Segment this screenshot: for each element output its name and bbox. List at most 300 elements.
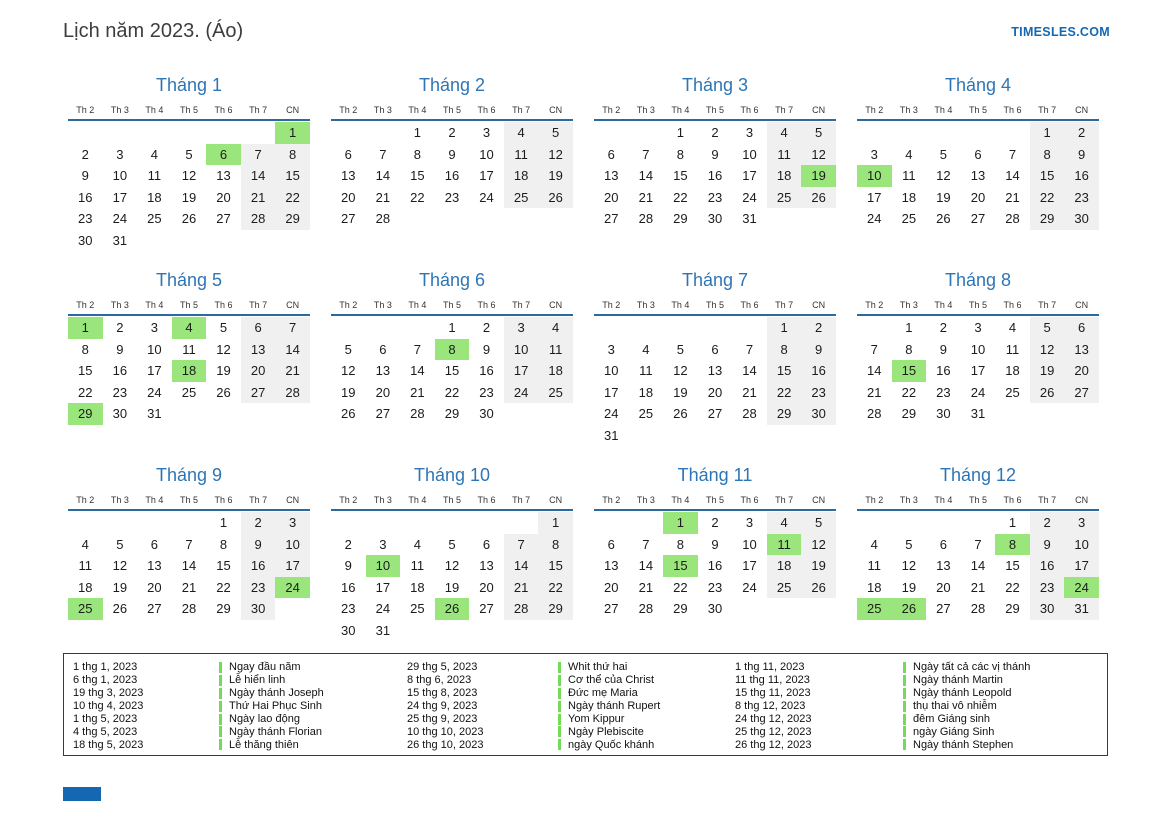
day-cell: 15 bbox=[767, 360, 802, 382]
day-cell: 31 bbox=[742, 211, 757, 227]
day-cell: 5 bbox=[905, 536, 913, 552]
day-cell: 19 bbox=[112, 579, 128, 595]
legend-date: 10 thg 4, 2023 bbox=[73, 700, 144, 713]
day-cell: 6 bbox=[607, 146, 615, 162]
legend-item bbox=[73, 738, 407, 751]
day-cell-empty bbox=[961, 122, 996, 144]
day-cell: 24 bbox=[742, 189, 757, 205]
legend-date: 15 thg 11, 2023 bbox=[735, 687, 811, 700]
weekday-label: Th 4 bbox=[934, 105, 953, 115]
day-cell: 13 bbox=[604, 558, 619, 574]
day-cell: 28 bbox=[410, 406, 425, 422]
day-cell: 28 bbox=[375, 211, 391, 227]
weekday-label: Th 7 bbox=[1038, 495, 1057, 505]
day-cell-empty bbox=[331, 122, 366, 144]
day-cell: 31 bbox=[970, 406, 986, 422]
day-cell: 18 bbox=[638, 384, 654, 400]
weekday-label: Th 6 bbox=[740, 300, 759, 310]
days-grid bbox=[594, 512, 836, 620]
day-cell: 8 bbox=[767, 339, 802, 361]
day-cell: 19 bbox=[444, 579, 460, 595]
day-cell-empty bbox=[206, 122, 241, 144]
legend-holiday-name: Ngày lao động bbox=[229, 713, 300, 725]
days-grid bbox=[68, 317, 310, 425]
day-cell: 18 bbox=[410, 579, 425, 595]
day-cell: 2 bbox=[448, 125, 456, 140]
month-1 bbox=[68, 75, 310, 270]
day-cell: 21 bbox=[742, 384, 757, 400]
day-cell: 22 bbox=[444, 384, 460, 400]
day-cell-empty bbox=[995, 122, 1030, 144]
day-cell-empty bbox=[68, 512, 103, 534]
legend-holiday-name: đêm Giáng sinh bbox=[913, 713, 991, 725]
month-12 bbox=[857, 465, 1099, 660]
day-cell: 21 bbox=[410, 384, 425, 400]
legend-holiday-name: Lễ hiển linh bbox=[229, 674, 286, 687]
day-cell: 21 bbox=[1005, 189, 1020, 205]
day-cell: 3 bbox=[607, 341, 615, 357]
day-cell: 18 bbox=[504, 165, 539, 187]
day-cell: 8 bbox=[676, 146, 685, 162]
day-cell-empty bbox=[172, 122, 207, 144]
weekday-label: Th 2 bbox=[602, 105, 621, 115]
weekday-label: Th 2 bbox=[865, 300, 884, 310]
legend-date: 24 thg 12, 2023 bbox=[735, 713, 812, 725]
weekday-label: CN bbox=[286, 495, 300, 505]
weekday-label: Th 6 bbox=[214, 495, 233, 505]
days-grid bbox=[68, 512, 310, 620]
day-cell: 11 bbox=[867, 558, 882, 574]
holiday-marker-bar bbox=[219, 726, 222, 737]
weekday-label: Th 3 bbox=[636, 495, 655, 505]
day-cell: 28 bbox=[638, 211, 654, 227]
days-grid bbox=[331, 317, 573, 425]
weekday-label: CN bbox=[812, 105, 826, 115]
day-cell: 5 bbox=[538, 122, 573, 144]
day-cell-empty bbox=[629, 122, 664, 144]
day-cell: 1 bbox=[1008, 515, 1017, 530]
day-cell: 21 bbox=[504, 577, 539, 599]
day-cell: 16 bbox=[444, 168, 460, 184]
day-cell-empty bbox=[331, 317, 366, 339]
day-cell: 12 bbox=[673, 363, 688, 379]
day-cell: 2 bbox=[711, 515, 719, 530]
day-cell-empty bbox=[366, 512, 401, 534]
day-cell: 7 bbox=[379, 146, 387, 162]
day-cell: 21 bbox=[638, 579, 654, 595]
day-cell: 29 bbox=[1005, 601, 1020, 617]
day-cell: 13 bbox=[147, 558, 162, 574]
day-cell: 24 bbox=[504, 382, 539, 404]
weekday-label: Th 4 bbox=[145, 105, 164, 115]
weekday-label: Th 5 bbox=[442, 105, 461, 115]
day-cell: 28 bbox=[275, 382, 310, 404]
weekday-label: Th 4 bbox=[408, 105, 427, 115]
day-cell-empty bbox=[892, 122, 927, 144]
month-title: Tháng 4 bbox=[944, 75, 1012, 95]
day-cell: 29 bbox=[673, 601, 688, 617]
weekday-label: Th 3 bbox=[899, 105, 918, 115]
weekday-label: Th 3 bbox=[899, 495, 918, 505]
day-cell: 19 bbox=[1030, 360, 1065, 382]
day-cell: 28 bbox=[241, 208, 276, 230]
holiday-marker-bar bbox=[558, 688, 561, 699]
day-cell: 8 bbox=[995, 534, 1030, 556]
weekday-label: Th 3 bbox=[110, 300, 129, 310]
weekday-label: Th 6 bbox=[214, 300, 233, 310]
weekday-label: Th 7 bbox=[249, 300, 268, 310]
day-cell: 14 bbox=[181, 558, 197, 574]
legend-item bbox=[735, 687, 1107, 700]
day-cell: 5 bbox=[448, 536, 456, 552]
day-cell: 10 bbox=[479, 146, 494, 162]
weekday-label: Th 2 bbox=[76, 300, 95, 310]
days-grid bbox=[594, 317, 836, 447]
day-cell: 19 bbox=[673, 384, 688, 400]
day-cell: 2 bbox=[344, 536, 352, 552]
days-grid bbox=[857, 122, 1099, 230]
weekday-header bbox=[594, 105, 836, 121]
site-link[interactable]: TIMESLES.COM bbox=[1011, 25, 1110, 39]
day-cell: 7 bbox=[1008, 146, 1017, 162]
legend-holiday-name: Đức mẹ Maria bbox=[568, 687, 638, 700]
day-cell: 2 bbox=[241, 512, 276, 534]
month-10 bbox=[331, 465, 573, 660]
weekday-label: Th 5 bbox=[968, 495, 987, 505]
legend-column bbox=[407, 661, 735, 755]
day-cell: 23 bbox=[78, 211, 93, 227]
weekday-label: Th 5 bbox=[705, 300, 724, 310]
day-cell: 24 bbox=[742, 579, 757, 595]
day-cell: 27 bbox=[479, 601, 494, 617]
day-cell: 26 bbox=[216, 384, 231, 400]
day-cell: 19 bbox=[901, 579, 917, 595]
day-cell: 23 bbox=[112, 384, 128, 400]
day-cell: 23 bbox=[1030, 577, 1065, 599]
day-cell: 28 bbox=[742, 406, 757, 422]
day-cell: 25 bbox=[1005, 384, 1020, 400]
holiday-marker-bar bbox=[903, 701, 906, 712]
days-grid bbox=[857, 317, 1099, 425]
weekday-label: Th 7 bbox=[775, 495, 794, 505]
legend-holiday-name: Lễ thăng thiên bbox=[229, 738, 299, 751]
day-cell: 30 bbox=[936, 406, 951, 422]
weekday-label: Th 6 bbox=[477, 105, 496, 115]
day-cell: 15 bbox=[892, 360, 927, 382]
month-title: Tháng 12 bbox=[939, 465, 1017, 485]
day-cell: 14 bbox=[504, 555, 539, 577]
day-cell-empty bbox=[926, 512, 961, 534]
day-cell: 20 bbox=[604, 579, 619, 595]
day-cell: 12 bbox=[1030, 339, 1065, 361]
day-cell: 3 bbox=[504, 317, 539, 339]
day-cell: 22 bbox=[410, 189, 425, 205]
day-cell: 25 bbox=[638, 406, 654, 422]
day-cell: 24 bbox=[275, 577, 310, 599]
day-cell: 24 bbox=[112, 211, 128, 227]
day-cell: 15 bbox=[673, 168, 688, 184]
day-cell: 13 bbox=[970, 168, 986, 184]
weekday-label: Th 4 bbox=[671, 300, 690, 310]
day-cell: 4 bbox=[767, 122, 802, 144]
day-cell: 11 bbox=[410, 558, 425, 574]
day-cell: 10 bbox=[1064, 534, 1099, 556]
day-cell: 9 bbox=[1064, 144, 1099, 166]
day-cell: 4 bbox=[870, 536, 878, 552]
day-cell: 10 bbox=[147, 341, 162, 357]
day-cell: 22 bbox=[275, 187, 310, 209]
day-cell: 23 bbox=[341, 601, 356, 617]
day-cell: 19 bbox=[936, 189, 951, 205]
weekday-label: Th 2 bbox=[602, 495, 621, 505]
weekday-label: Th 3 bbox=[373, 300, 392, 310]
day-cell: 30 bbox=[241, 598, 276, 620]
months-grid bbox=[68, 75, 1120, 660]
day-cell: 7 bbox=[504, 534, 539, 556]
holiday-marker-bar bbox=[558, 662, 561, 673]
day-cell: 16 bbox=[707, 168, 723, 184]
legend-date: 6 thg 1, 2023 bbox=[73, 674, 138, 687]
day-cell: 13 bbox=[375, 363, 391, 379]
day-cell: 26 bbox=[801, 577, 836, 599]
day-cell: 21 bbox=[181, 579, 197, 595]
day-cell: 28 bbox=[181, 601, 197, 617]
day-cell: 9 bbox=[448, 146, 456, 162]
day-cell: 2 bbox=[116, 320, 124, 335]
day-cell: 20 bbox=[479, 579, 494, 595]
day-cell: 20 bbox=[375, 384, 391, 400]
legend-holiday-name: ngày Giáng Sinh bbox=[913, 725, 995, 738]
footer-brand-bar bbox=[63, 787, 101, 801]
day-cell: 7 bbox=[642, 536, 650, 552]
day-cell: 3 bbox=[745, 125, 754, 140]
day-cell: 21 bbox=[241, 187, 276, 209]
month-4 bbox=[857, 75, 1099, 270]
day-cell: 18 bbox=[1005, 363, 1020, 379]
day-cell: 1 bbox=[448, 320, 456, 335]
weekday-label: Th 5 bbox=[442, 495, 461, 505]
day-cell: 25 bbox=[857, 598, 892, 620]
weekday-label: Th 2 bbox=[865, 105, 884, 115]
day-cell: 23 bbox=[801, 382, 836, 404]
day-cell: 7 bbox=[413, 341, 422, 357]
day-cell: 4 bbox=[1008, 320, 1017, 335]
month-title: Tháng 7 bbox=[681, 270, 749, 290]
day-cell: 18 bbox=[901, 189, 917, 205]
weekday-label: Th 6 bbox=[477, 300, 496, 310]
legend-date: 24 thg 9, 2023 bbox=[407, 700, 478, 713]
day-cell: 9 bbox=[939, 341, 948, 357]
day-cell: 5 bbox=[219, 320, 228, 335]
day-cell-empty bbox=[241, 122, 276, 144]
legend-item bbox=[73, 700, 407, 713]
legend-holiday-name: Ngày thánh Leopold bbox=[913, 687, 1012, 700]
legend-date: 8 thg 6, 2023 bbox=[407, 674, 472, 687]
day-cell: 5 bbox=[185, 146, 193, 162]
day-cell: 15 bbox=[444, 363, 460, 379]
weekday-label: Th 6 bbox=[1003, 495, 1022, 505]
day-cell: 6 bbox=[607, 536, 615, 552]
legend-holiday-name: Ngày thánh Florian bbox=[229, 725, 322, 738]
day-cell: 10 bbox=[742, 146, 757, 162]
day-cell: 2 bbox=[482, 320, 491, 335]
day-cell: 28 bbox=[1005, 211, 1020, 227]
day-cell: 14 bbox=[375, 168, 391, 184]
day-cell-empty bbox=[926, 122, 961, 144]
day-cell: 26 bbox=[892, 598, 927, 620]
day-cell: 6 bbox=[711, 341, 719, 357]
day-cell: 6 bbox=[482, 536, 491, 552]
day-cell: 1 bbox=[219, 515, 228, 530]
day-cell: 14 bbox=[275, 339, 310, 361]
day-cell: 10 bbox=[504, 339, 539, 361]
legend-holiday-name: Ngày thánh Stephen bbox=[913, 738, 1014, 751]
day-cell: 24 bbox=[970, 384, 986, 400]
day-cell: 19 bbox=[801, 165, 836, 187]
day-cell: 10 bbox=[366, 555, 401, 577]
legend-holiday-name: ngày Quốc khánh bbox=[568, 738, 655, 751]
day-cell: 9 bbox=[711, 146, 719, 162]
weekday-label: Th 4 bbox=[934, 495, 953, 505]
weekday-header bbox=[331, 300, 573, 316]
day-cell-empty bbox=[366, 317, 401, 339]
day-cell: 29 bbox=[673, 211, 688, 227]
day-cell: 11 bbox=[767, 144, 802, 166]
day-cell: 15 bbox=[410, 168, 425, 184]
day-cell: 15 bbox=[1030, 165, 1065, 187]
legend-date: 29 thg 5, 2023 bbox=[407, 661, 478, 674]
day-cell: 12 bbox=[216, 341, 231, 357]
day-cell: 17 bbox=[604, 384, 619, 400]
day-cell: 15 bbox=[1005, 558, 1020, 574]
day-cell-empty bbox=[469, 512, 504, 534]
weekday-label: Th 2 bbox=[339, 300, 358, 310]
legend-item bbox=[735, 661, 1107, 674]
legend-date: 1 thg 5, 2023 bbox=[73, 713, 138, 725]
day-cell: 30 bbox=[78, 232, 93, 248]
day-cell: 12 bbox=[341, 363, 356, 379]
day-cell: 1 bbox=[68, 317, 103, 339]
legend-holiday-name: Ngày thánh Joseph bbox=[229, 687, 324, 700]
legend-date: 10 thg 10, 2023 bbox=[407, 725, 484, 738]
day-cell: 16 bbox=[479, 363, 494, 379]
month-title: Tháng 9 bbox=[155, 465, 223, 485]
day-cell: 5 bbox=[1030, 317, 1065, 339]
day-cell: 19 bbox=[341, 384, 356, 400]
day-cell: 18 bbox=[867, 579, 882, 595]
weekday-label: Th 4 bbox=[408, 495, 427, 505]
day-cell: 8 bbox=[275, 144, 310, 166]
day-cell: 22 bbox=[901, 384, 917, 400]
day-cell: 4 bbox=[150, 146, 159, 162]
day-cell: 30 bbox=[1064, 208, 1099, 230]
day-cell: 18 bbox=[767, 165, 802, 187]
weekday-label: CN bbox=[549, 495, 563, 505]
weekday-header bbox=[857, 495, 1099, 511]
day-cell: 20 bbox=[147, 579, 162, 595]
day-cell: 23 bbox=[241, 577, 276, 599]
legend-item bbox=[407, 661, 735, 674]
day-cell: 8 bbox=[413, 146, 422, 162]
day-cell: 10 bbox=[112, 168, 128, 184]
legend-date: 15 thg 8, 2023 bbox=[407, 687, 478, 700]
weekday-header bbox=[857, 300, 1099, 316]
day-cell: 16 bbox=[341, 579, 356, 595]
day-cell: 6 bbox=[150, 536, 159, 552]
weekday-label: Th 2 bbox=[865, 495, 884, 505]
weekday-label: Th 7 bbox=[1038, 105, 1057, 115]
day-cell: 17 bbox=[742, 558, 757, 574]
day-cell: 20 bbox=[341, 189, 356, 205]
day-cell: 8 bbox=[676, 536, 685, 552]
day-cell: 29 bbox=[216, 601, 231, 617]
holiday-marker-bar bbox=[558, 701, 561, 712]
day-cell: 20 bbox=[241, 360, 276, 382]
day-cell: 3 bbox=[1064, 512, 1099, 534]
day-cell: 27 bbox=[1064, 382, 1099, 404]
day-cell: 19 bbox=[181, 189, 197, 205]
day-cell: 31 bbox=[375, 622, 391, 638]
page-title: Lịch năm 2023. (Áo) bbox=[63, 20, 244, 42]
day-cell: 3 bbox=[275, 512, 310, 534]
day-cell: 23 bbox=[1064, 187, 1099, 209]
day-cell: 18 bbox=[767, 555, 802, 577]
days-grid bbox=[331, 122, 573, 230]
day-cell: 13 bbox=[707, 363, 723, 379]
day-cell: 22 bbox=[673, 189, 688, 205]
day-cell: 25 bbox=[767, 577, 802, 599]
day-cell: 10 bbox=[742, 536, 757, 552]
day-cell: 15 bbox=[538, 555, 573, 577]
day-cell: 26 bbox=[112, 601, 128, 617]
day-cell: 17 bbox=[1064, 555, 1099, 577]
day-cell-empty bbox=[68, 122, 103, 144]
day-cell: 4 bbox=[642, 341, 650, 357]
legend-item bbox=[73, 674, 407, 687]
weekday-label: CN bbox=[812, 495, 826, 505]
holiday-marker-bar bbox=[558, 726, 561, 737]
day-cell: 22 bbox=[1030, 187, 1065, 209]
weekday-label: Th 7 bbox=[249, 105, 268, 115]
day-cell: 24 bbox=[1064, 577, 1099, 599]
day-cell: 28 bbox=[970, 601, 986, 617]
legend-holiday-name: Whit thứ hai bbox=[568, 661, 628, 674]
day-cell: 5 bbox=[676, 341, 685, 357]
holiday-marker-bar bbox=[558, 714, 561, 725]
legend-item bbox=[407, 725, 735, 738]
legend-item bbox=[735, 725, 1107, 738]
day-cell: 17 bbox=[275, 555, 310, 577]
day-cell: 28 bbox=[638, 601, 654, 617]
day-cell: 5 bbox=[801, 122, 836, 144]
day-cell: 6 bbox=[206, 144, 241, 166]
weekday-label: CN bbox=[549, 105, 563, 115]
day-cell: 27 bbox=[147, 601, 162, 617]
day-cell: 31 bbox=[1064, 598, 1099, 620]
legend-item bbox=[73, 725, 407, 738]
day-cell: 4 bbox=[81, 536, 89, 552]
day-cell: 18 bbox=[538, 360, 573, 382]
weekday-header bbox=[594, 495, 836, 511]
month-title: Tháng 1 bbox=[155, 75, 223, 95]
day-cell: 12 bbox=[112, 558, 128, 574]
day-cell: 9 bbox=[344, 558, 352, 574]
day-cell-empty bbox=[892, 512, 927, 534]
day-cell: 27 bbox=[604, 211, 619, 227]
day-cell: 14 bbox=[867, 363, 882, 379]
weekday-label: Th 3 bbox=[636, 105, 655, 115]
weekday-label: Th 2 bbox=[602, 300, 621, 310]
